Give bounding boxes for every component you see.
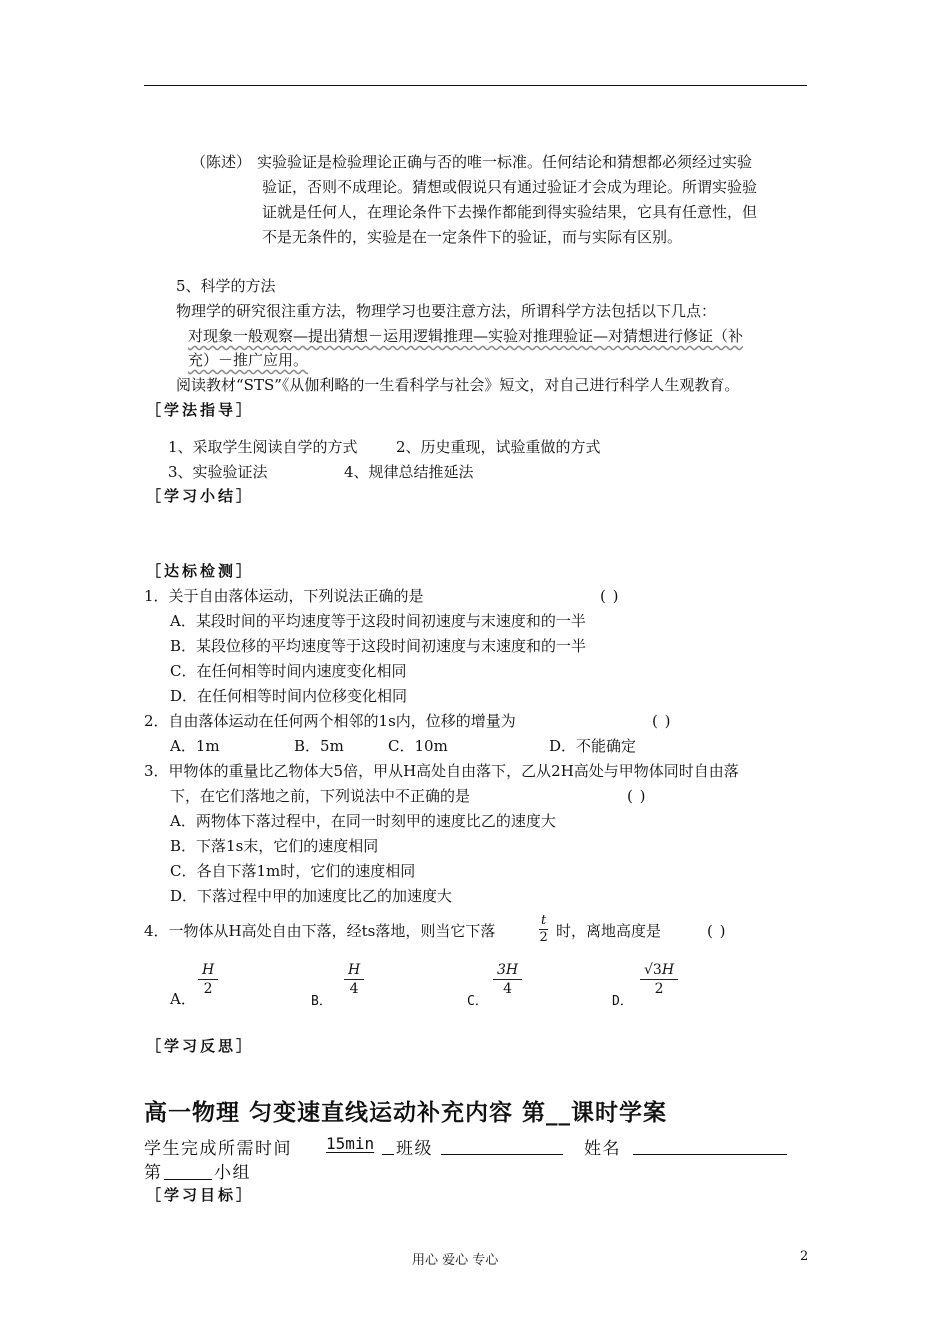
header-rule bbox=[144, 85, 807, 86]
q2-option: D．不能确定 bbox=[549, 737, 637, 755]
time-label: 学生完成所需时间 bbox=[144, 1139, 292, 1159]
q4-option-fraction bbox=[198, 962, 218, 997]
fraction-denominator: 4 bbox=[349, 981, 359, 997]
q4-option-label: A． bbox=[170, 990, 196, 1008]
fraction-numerator-h: H bbox=[661, 962, 675, 978]
q4-fraction bbox=[539, 914, 548, 945]
fraction-denominator: 4 bbox=[503, 981, 513, 997]
q2-option: A．1m bbox=[170, 737, 220, 755]
fraction-denominator: 2 bbox=[203, 981, 213, 997]
test-heading: ［达标检测］ bbox=[146, 562, 255, 580]
time-underline bbox=[382, 1138, 394, 1155]
fraction-numerator bbox=[640, 962, 678, 980]
q2-option: B．5m bbox=[294, 737, 344, 755]
q1-option: D．在任何相等时间内位移变化相同 bbox=[170, 687, 408, 705]
q2-stem: 2．自由落体运动在任何两个相邻的1s内，位移的增量为 bbox=[144, 712, 516, 730]
statement-line: 实验验证是检验理论正确与否的唯一标准。任何结论和猜想都必须经过实验 bbox=[257, 153, 753, 171]
q2-option: C．10m bbox=[388, 737, 448, 755]
q1-stem: 1．关于自由落体运动，下列说法正确的是 bbox=[144, 587, 424, 605]
q3-option: B．下落1s末，它们的速度相同 bbox=[170, 837, 379, 855]
class-field bbox=[441, 1138, 563, 1155]
fraction-numerator: 3H bbox=[493, 962, 522, 980]
class-label: 班级 bbox=[396, 1139, 433, 1159]
group-suffix: 小组 bbox=[214, 1163, 251, 1183]
lesson-title: 高一物理 匀变速直线运动补充内容 第__课时学案 bbox=[144, 1100, 668, 1126]
guidance-item: 3、实验验证法 bbox=[168, 463, 268, 481]
guidance-heading: ［学法指导］ bbox=[146, 401, 255, 419]
method-reading: 阅读教材“STS”《从伽利略的一生看科学与社会》短文，对自己进行科学人生观教育。 bbox=[176, 376, 740, 394]
q2-answer-blank: ( ) bbox=[652, 712, 672, 730]
time-value: 15min bbox=[326, 1134, 375, 1153]
guidance-item: 4、规律总结推延法 bbox=[344, 463, 474, 481]
q1-answer-blank: ( ) bbox=[600, 587, 620, 605]
objectives-heading: ［学习目标］ bbox=[146, 1186, 255, 1204]
q4-option-fraction bbox=[344, 962, 364, 997]
q4-option-label: C． bbox=[467, 994, 488, 1009]
q1-option: B．某段位移的平均速度等于这段时间初速度与末速度和的一半 bbox=[170, 637, 587, 655]
fraction-numerator: H bbox=[198, 962, 218, 980]
name-label: 姓名 bbox=[584, 1139, 621, 1159]
page-number: 2 bbox=[800, 1249, 809, 1264]
group-prefix: 第 bbox=[144, 1163, 163, 1183]
sqrt-three: √3 bbox=[644, 962, 662, 978]
q3-option: A．两物体下落过程中，在同一时刻甲的速度比乙的速度大 bbox=[170, 812, 556, 830]
summary-heading: ［学习小结］ bbox=[146, 487, 255, 505]
q1-option: C．在任何相等时间内速度变化相同 bbox=[170, 662, 407, 680]
q3-answer-blank: ( ) bbox=[627, 787, 647, 805]
q4-option-fraction bbox=[493, 962, 522, 997]
reflection-heading: ［学习反思］ bbox=[146, 1037, 255, 1055]
q4-stem: 4．一物体从H高处自由下落，经ts落地，则当它下落 bbox=[144, 922, 496, 940]
q3-stem-cont: 下，在它们落地之前，下列说法中不正确的是 bbox=[170, 787, 471, 805]
q4-fraction-numerator: t bbox=[541, 913, 547, 928]
statement-label: （陈述） bbox=[191, 153, 252, 171]
q4-option-fraction bbox=[640, 962, 678, 997]
fraction-numerator: H bbox=[344, 962, 364, 980]
statement-line: 不是无条件的，实验是在一定条件下的验证，而与实际有区别。 bbox=[262, 228, 683, 246]
method-intro: 物理学的研究很注重方法，物理学习也要注意方法，所谓科学方法包括以下几点： bbox=[176, 302, 717, 320]
q4-stem-cont: 时，离地高度是 bbox=[556, 922, 662, 940]
method-heading: 5、科学的方法 bbox=[176, 277, 276, 295]
statement-line: 证就是任何人，在理论条件下去操作都能到得实验结果，它具有任意性，但 bbox=[262, 203, 758, 221]
footer-motto: 用心 爱心 专心 bbox=[412, 1253, 499, 1268]
method-steps: 对现象一般观察—提出猜想－运用逻辑推理—实验对推理验证—对猜想进行修证（补 bbox=[188, 327, 744, 345]
q1-option: A．某段时间的平均速度等于这段时间初速度与末速度和的一半 bbox=[170, 612, 586, 630]
q3-option: D．下落过程中甲的加速度比乙的加速度大 bbox=[170, 887, 453, 905]
guidance-item: 2、历史重现，试验重做的方式 bbox=[396, 438, 601, 456]
q4-option-label: B． bbox=[311, 994, 332, 1009]
guidance-item: 1、采取学生阅读自学的方式 bbox=[168, 438, 358, 456]
statement-line: 验证，否则不成理论。猜想或假说只有通过验证才会成为理论。所谓实验验 bbox=[262, 178, 758, 196]
q3-option: C．各自下落1m时，它们的速度相同 bbox=[170, 862, 416, 880]
q4-answer-blank: ( ) bbox=[707, 922, 727, 940]
q4-fraction-denominator: 2 bbox=[539, 930, 548, 945]
q3-stem: 3．甲物体的重量比乙物体大5倍，甲从H高处自由落下，乙从2H高处与甲物体同时自由落 bbox=[144, 762, 739, 780]
group-field bbox=[164, 1163, 212, 1180]
q4-option-label: D． bbox=[612, 994, 633, 1009]
method-steps-cont: 充）－推广应用。 bbox=[188, 351, 309, 369]
fraction-denominator: 2 bbox=[654, 981, 664, 997]
name-field bbox=[633, 1138, 787, 1155]
